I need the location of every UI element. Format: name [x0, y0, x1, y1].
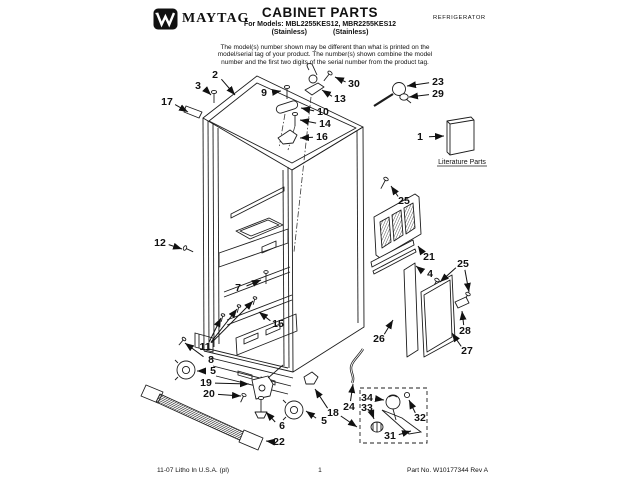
callout-leader-29: [409, 95, 429, 97]
footer-part-number: Part No. W10177344 Rev A: [406, 467, 488, 474]
callout-leader-28: [462, 311, 464, 325]
callout-label-27: 27: [461, 344, 473, 357]
callout-leader-1: [429, 136, 444, 137]
callout-leader-3: [205, 89, 211, 95]
callout-leader-13: [322, 90, 332, 96]
callout-label-3: 3: [195, 79, 201, 92]
callout-leader-4: [416, 266, 422, 271]
callout-label-5: 5: [321, 414, 327, 427]
finish-left: (Stainless): [271, 29, 307, 36]
callout-leader-26: [384, 320, 393, 334]
callout-label-7: 7: [235, 281, 241, 294]
callout-leader-25: [465, 270, 469, 292]
callout-label-20: 20: [203, 387, 215, 400]
callout-leader-18: [315, 389, 328, 408]
callout-label-26: 26: [373, 332, 385, 345]
bottom-parts: [141, 349, 363, 450]
callout-label-8: 8: [208, 353, 214, 366]
callout-label-32: 32: [414, 411, 426, 424]
callout-label-33: 33: [361, 401, 373, 414]
callout-label-15: 15: [272, 317, 284, 330]
callout-label-22: 22: [273, 435, 285, 448]
cabinet-outline: [195, 76, 364, 394]
callout-leader-6: [266, 412, 275, 422]
callout-leader-21: [418, 246, 423, 253]
callout-label-5: 5: [210, 364, 216, 377]
callout-leader-34: [376, 399, 384, 400]
finish-right: (Stainless): [333, 29, 369, 36]
callout-leader-18: [341, 416, 357, 427]
callout-leader-22: [266, 441, 270, 442]
page-number: 1: [318, 467, 322, 474]
callout-label-12: 12: [154, 236, 166, 249]
callout-label-31: 31: [384, 429, 396, 442]
callout-label-34: 34: [361, 391, 373, 404]
doc-type-label: REFRIGERATOR: [433, 15, 486, 21]
callout-label-23: 23: [432, 75, 444, 88]
callout-label-30: 30: [348, 77, 360, 90]
callout-leader-20: [218, 394, 241, 396]
callout-leader-11: [212, 301, 254, 343]
note-line-2: model/serial tag of your product. The number(s) shown combine the model: [217, 51, 433, 59]
literature-parts-label: Literature Parts: [438, 159, 486, 166]
note-line-3: number and the first two digits of the serial number from the product tag.: [221, 58, 429, 66]
callout-label-25: 25: [457, 257, 469, 270]
callout-leader-16: [300, 137, 313, 138]
callout-leader-24: [351, 384, 354, 401]
callout-label-1: 1: [417, 130, 423, 143]
note-line-1: The model(s) number shown may be different than what is printed on the: [220, 44, 430, 51]
callout-leader-15: [259, 312, 270, 321]
callout-label-17: 17: [161, 95, 173, 108]
callout-label-9: 9: [261, 86, 267, 99]
callout-label-2: 2: [212, 68, 218, 81]
page-title: CABINET PARTS: [261, 5, 379, 20]
callout-label-10: 10: [317, 105, 329, 118]
callout-label-14: 14: [319, 117, 331, 130]
callout-label-13: 13: [334, 92, 346, 105]
footer-print-info: 11-07 Litho In U.S.A. (pl): [157, 467, 230, 474]
callout-layer: [154, 69, 473, 448]
models-line: For Models: MBL2255KES12, MBR2255KES12: [243, 21, 397, 28]
callout-label-11: 11: [199, 340, 211, 353]
callout-label-25: 25: [398, 194, 410, 207]
callout-leader-33: [372, 413, 374, 419]
callout-label-29: 29: [432, 87, 444, 100]
callout-label-19: 19: [200, 376, 212, 389]
callout-leader-25: [391, 186, 398, 197]
callout-label-18: 18: [327, 406, 339, 419]
brand-wordmark: MAYTAG: [182, 11, 250, 26]
callout-label-4: 4: [427, 267, 433, 280]
callout-label-16: 16: [316, 130, 328, 143]
callout-label-21: 21: [423, 250, 435, 263]
literature-parts-book: [447, 117, 474, 155]
callout-label-28: 28: [459, 324, 471, 337]
callout-leader-12: [169, 245, 182, 249]
callout-leader-30: [335, 77, 346, 82]
callout-leader-23: [407, 83, 429, 86]
callout-label-24: 24: [343, 400, 355, 413]
callout-leader-2: [221, 79, 235, 95]
callout-label-6: 6: [279, 419, 285, 432]
callout-leader-5: [306, 411, 316, 418]
